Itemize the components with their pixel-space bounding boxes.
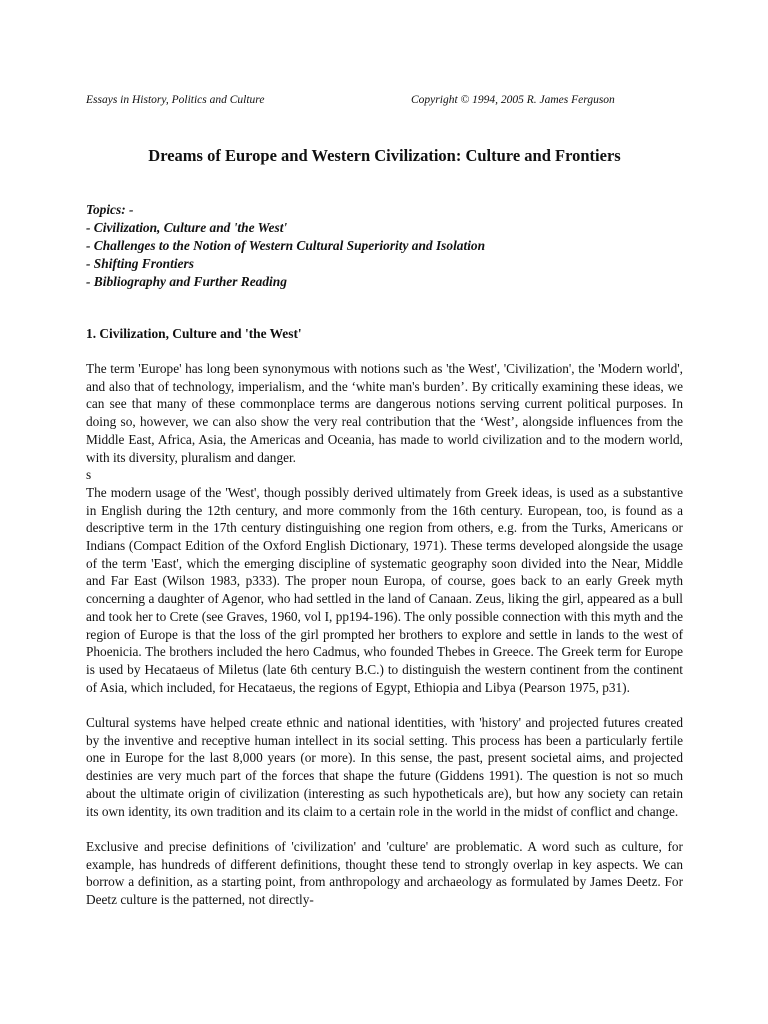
topic-item: - Bibliography and Further Reading <box>86 274 287 289</box>
body-paragraph: The modern usage of the 'West', though possibly derived ultimately from Greek ideas, is used as a substantive in English during the 12th century, and more commonly from the 16th century. European, too, is found as a descriptive term in the 17th century distinguishing one region from others, e.g. from the Turks, Americans or Indians (Compact Edition of the Oxford English Dictionary, 1971). These terms developed alongside the usage of the term 'East', which the emerging discipline of systematic geography soon divided into the Near, Middle and Far East (Wilson 1983, p333). The proper noun Europa, of course, goes back to an early Greek myth concerning a daughter of Agenor, who had settled in the land of Canaan. Zeus, liking the girl, appeared as a bull and took her to Crete (see Graves, 1960, vol I, pp194-196). The only possible connection with this myth and the region of Europe is that the loss of the girl prompted her brothers to explore and settle in lands to the west of Phoenicia. The brothers included the hero Cadmus, who founded Thebes in Greece. The Greek term for Europe is used by Hecataeus of Miletus (late 6th century B.C.) to distinguish the western continent from the continent of Asia, which included, for Hecataeus, the regions of Egypt, Ethiopia and Libya (Pearson 1975, p31). <box>86 484 683 695</box>
body-paragraph: Cultural systems have helped create ethnic and national identities, with 'history' and projected futures created by the inventive and receptive human intellect in its social setting. This process has been a particularly fertile one in Europe for the last 8,000 years (or more). In this sense, the past, present societal aims, and projected destinies are very much part of the forces that shape the future (Giddens 1991). The question is not so much about the ultimate origin of civilization (interesting as such hypotheticals are), but how any society can retain its own identity, its own tradition and its claim to a certain role in the world in the midst of conflict and change. <box>86 715 683 819</box>
body-paragraph: Exclusive and precise definitions of 'civilization' and 'culture' are problematic. A word such as culture, for example, has hundreds of different definitions, thought these tend to strongly overlap in key aspects. We can borrow a definition, as a starting point, from anthropology and archaeology as formulated by James Deetz. For Deetz culture is the patterned, not directly- <box>86 838 683 908</box>
body-paragraph: The term 'Europe' has long been synonymous with notions such as 'the West', 'Civilization', the 'Modern world', and also that of technology, imperialism, and the ‘white man's burden’. By critically examining these ideas, we can see that many of these commonplace terms are dangerous notions serving current political purposes. In doing so, however, we can also show the very real contribution that the ‘West’, alongside influences from the Middle East, Africa, Asia, the Americas and Oceania, has made to world civilization and to the modern world, with its diversity, pluralism and danger. <box>86 361 683 465</box>
topic-item: - Civilization, Culture and 'the West' <box>86 220 288 235</box>
header-copyright: Copyright © 1994, 2005 R. James Ferguson <box>411 94 615 106</box>
topic-item: - Challenges to the Notion of Western Cultural Superiority and Isolation <box>86 238 486 253</box>
stray-character: s <box>86 467 92 483</box>
topic-item: - Shifting Frontiers <box>86 256 194 271</box>
document-title: Dreams of Europe and Western Civilization: Culture and Frontiers <box>148 146 621 165</box>
section-heading: 1. Civilization, Culture and 'the West' <box>86 326 302 341</box>
topics-list <box>86 201 683 291</box>
topics-label: Topics: - <box>86 202 134 217</box>
header-series-title: Essays in History, Politics and Culture <box>86 94 265 106</box>
section-body <box>86 360 683 909</box>
